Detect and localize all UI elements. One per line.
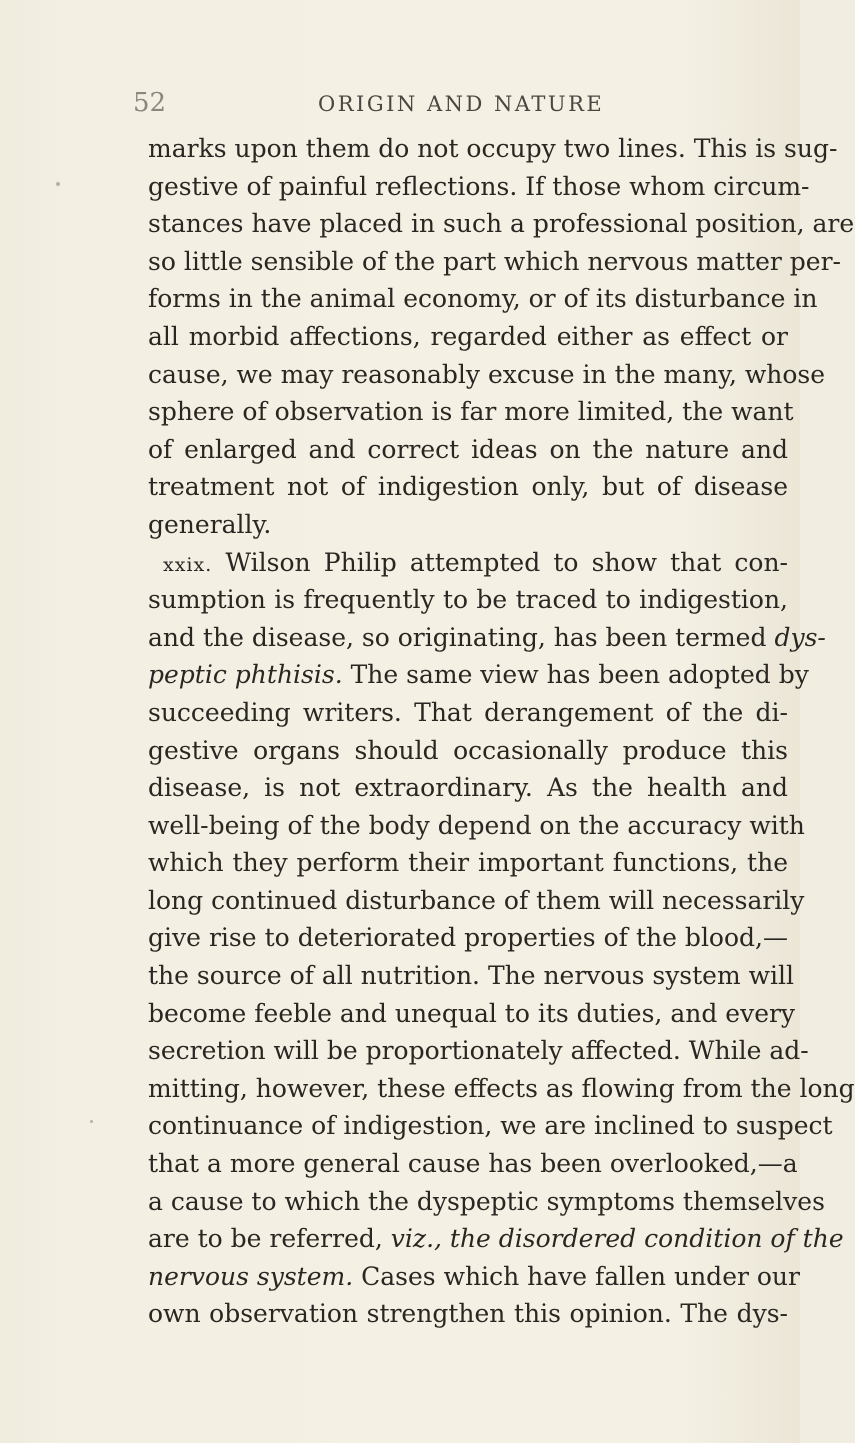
text-line bbox=[148, 619, 826, 657]
text-span: are to be referred, bbox=[148, 1224, 383, 1254]
text-line: a cause to which the dyspeptic symptoms themselves bbox=[148, 1186, 825, 1216]
text-line: treatment not of indigestion only, but of disease bbox=[148, 472, 788, 502]
text-line: long continued disturbance of them will necessarily bbox=[148, 885, 805, 915]
text-line: well-being of the body depend on the accuracy with bbox=[148, 810, 805, 840]
italic-term: dys- bbox=[774, 622, 826, 652]
text-line: that a more general cause has been overlooked,—a bbox=[148, 1149, 798, 1179]
running-head: ORIGIN AND NATURE bbox=[318, 92, 605, 116]
italic-term: peptic phthisis. bbox=[148, 660, 343, 690]
section-numeral: xxix. bbox=[163, 553, 213, 576]
text-line bbox=[148, 544, 788, 582]
text-line: gestive of painful reflections. If those whom circum- bbox=[148, 171, 810, 201]
text-line: marks upon them do not occupy two lines. This is sug- bbox=[148, 134, 838, 163]
text-line: sumption is frequently to be traced to indigestion, bbox=[148, 585, 788, 615]
text-line: cause, we may reasonably excuse in the many, whose bbox=[148, 359, 826, 389]
body-text bbox=[148, 130, 855, 1333]
text-line: so little sensible of the part which nervous matter per- bbox=[148, 246, 841, 276]
italic-term: viz., the disordered condition of the bbox=[390, 1224, 844, 1254]
text-line: own observation strengthen this opinion. The dys- bbox=[148, 1299, 788, 1329]
text-span: The same view has been adopted by bbox=[350, 660, 809, 690]
italic-term: nervous system. bbox=[148, 1261, 354, 1291]
text-line: forms in the animal economy, or of its disturbance in bbox=[148, 284, 818, 314]
text-line: secretion will be proportionately affected. While ad- bbox=[148, 1036, 809, 1066]
text-line: stances have placed in such a professional position, are bbox=[148, 209, 855, 239]
text-line bbox=[148, 656, 809, 694]
text-line: give rise to deteriorated properties of the blood,— bbox=[148, 923, 788, 953]
text-line bbox=[148, 1258, 800, 1296]
text-span: and the disease, so originating, has been termed bbox=[148, 622, 767, 652]
text-line: continuance of indigestion, we are inclined to suspect bbox=[148, 1111, 833, 1141]
text-line: succeeding writers. That derangement of the di- bbox=[148, 697, 788, 727]
text-line: mitting, however, these effects as flowing from the long bbox=[148, 1073, 855, 1103]
paper-speck bbox=[56, 182, 60, 186]
text-line: generally. bbox=[148, 509, 272, 539]
text-line: of enlarged and correct ideas on the nature and bbox=[148, 434, 788, 464]
text-line: all morbid affections, regarded either as effect or bbox=[148, 321, 788, 351]
text-line: which they perform their important functions, the bbox=[148, 848, 788, 878]
text-line: sphere of observation is far more limited, the want bbox=[148, 397, 794, 427]
text-line: gestive organs should occasionally produce this bbox=[148, 735, 788, 765]
text-line: the source of all nutrition. The nervous system will bbox=[148, 961, 795, 991]
text-line: become feeble and unequal to its duties, and every bbox=[148, 998, 796, 1028]
text-line: disease, is not extraordinary. As the health and bbox=[148, 773, 788, 803]
page-number: 52 bbox=[133, 88, 167, 118]
text-line bbox=[148, 1220, 844, 1258]
text-span: Cases which have fallen under our bbox=[361, 1261, 800, 1291]
paper-speck bbox=[90, 1120, 93, 1123]
text-span: Wilson Philip attempted to show that con- bbox=[225, 547, 788, 577]
